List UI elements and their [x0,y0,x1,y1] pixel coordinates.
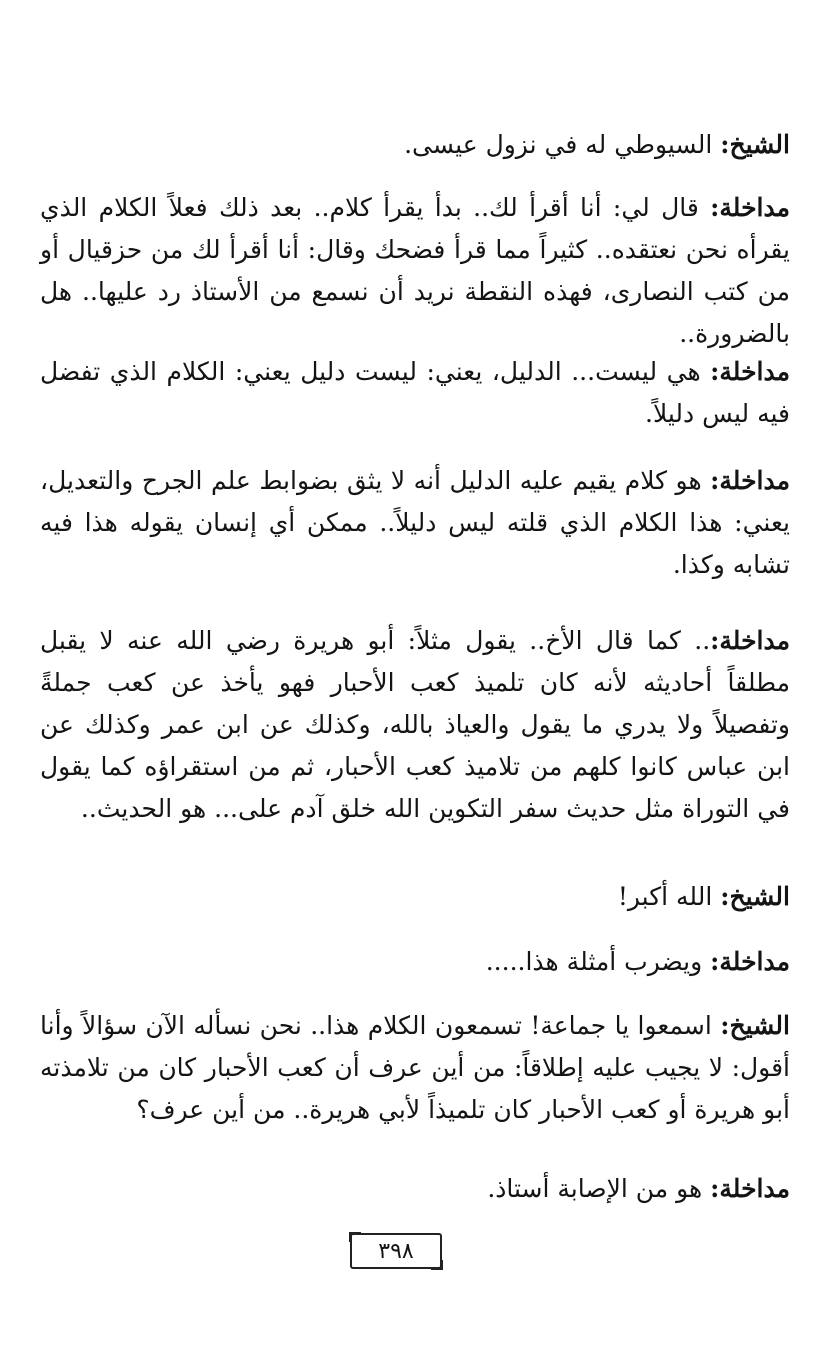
paragraph-9 [40,1168,790,1210]
frame-ornament-icon [431,1260,443,1270]
paragraph-5 [40,620,790,830]
paragraph-3 [40,351,790,435]
page-number: ٣٩٨ [378,1238,414,1264]
paragraph-text: اسمعوا يا جماعة! تسمعون الكلام هذا.. نحن نسأله الآن سؤالاً وأنا أقول: لا يجيب عليه إطلاقاً: من أين عرف أن كعب الأحبار كان من تلامذته أبو هريرة أو كعب الأحبار كان تلميذاً لأبي هريرة.. من أين عرف؟ [40,1011,790,1124]
page-number-frame [350,1233,442,1269]
paragraph-4 [40,460,790,586]
speaker-label: مداخلة: [710,193,790,222]
paragraph-2 [40,187,790,355]
frame-ornament-icon [349,1232,361,1242]
paragraph-1 [40,124,790,166]
speaker-label: مداخلة: [710,357,790,386]
speaker-label: الشيخ: [720,130,790,159]
paragraph-8 [40,1005,790,1131]
paragraph-text: هي ليست... الدليل، يعني: ليست دليل يعني: الكلام الذي تفضل فيه ليس دليلاً. [40,357,790,428]
paragraph-text: هو كلام يقيم عليه الدليل أنه لا يثق بضوابط علم الجرح والتعديل، يعني: هذا الكلام الذي قلته ليس دليلاً.. ممكن أي إنسان يقوله هذا فيه تشابه وكذا. [40,466,790,579]
paragraph-text: السيوطي له في نزول عيسى. [404,130,721,159]
speaker-label: الشيخ: [720,882,790,911]
paragraph-text: الله أكبر! [617,882,721,911]
paragraph-7 [40,941,790,983]
paragraph-text: ويضرب أمثلة هذا..... [485,947,711,976]
speaker-label: مداخلة: [710,626,790,655]
paragraph-text: قال لي: أنا أقرأ لك.. بدأ يقرأ كلام.. بعد ذلك فعلاً الكلام الذي يقرأه نحن نعتقده.. كثيراً مما قرأ فضحك وقال: أنا أقرأ لك من حزقيال أو من كتب النصارى، فهذه النقطة نريد أن نسمع من الأستاذ رد عليها.. هل بالضرورة.. [40,193,790,348]
speaker-label: مداخلة: [710,1174,790,1203]
speaker-label: الشيخ: [720,1011,790,1040]
speaker-label: مداخلة: [710,466,790,495]
paragraph-text: هو من الإصابة أستاذ. [487,1174,711,1203]
speaker-label: مداخلة: [710,947,790,976]
paragraph-6 [40,876,790,918]
paragraph-text: .. كما قال الأخ.. يقول مثلاً: أبو هريرة رضي الله عنه لا يقبل مطلقاً أحاديثه لأنه كان تلميذ كعب الأحبار فهو يأخذ عن كعب جملةً وتفصيلاً ولا يدري ما يقول والعياذ بالله، وكذلك عن ابن عمر وكذلك عن ابن عباس كانوا كلهم من تلاميذ كعب الأحبار، ثم من استقراؤه كما يقول في التوراة مثل حديث سفر التكوين الله خلق آدم على... هو الحديث.. [40,626,790,823]
